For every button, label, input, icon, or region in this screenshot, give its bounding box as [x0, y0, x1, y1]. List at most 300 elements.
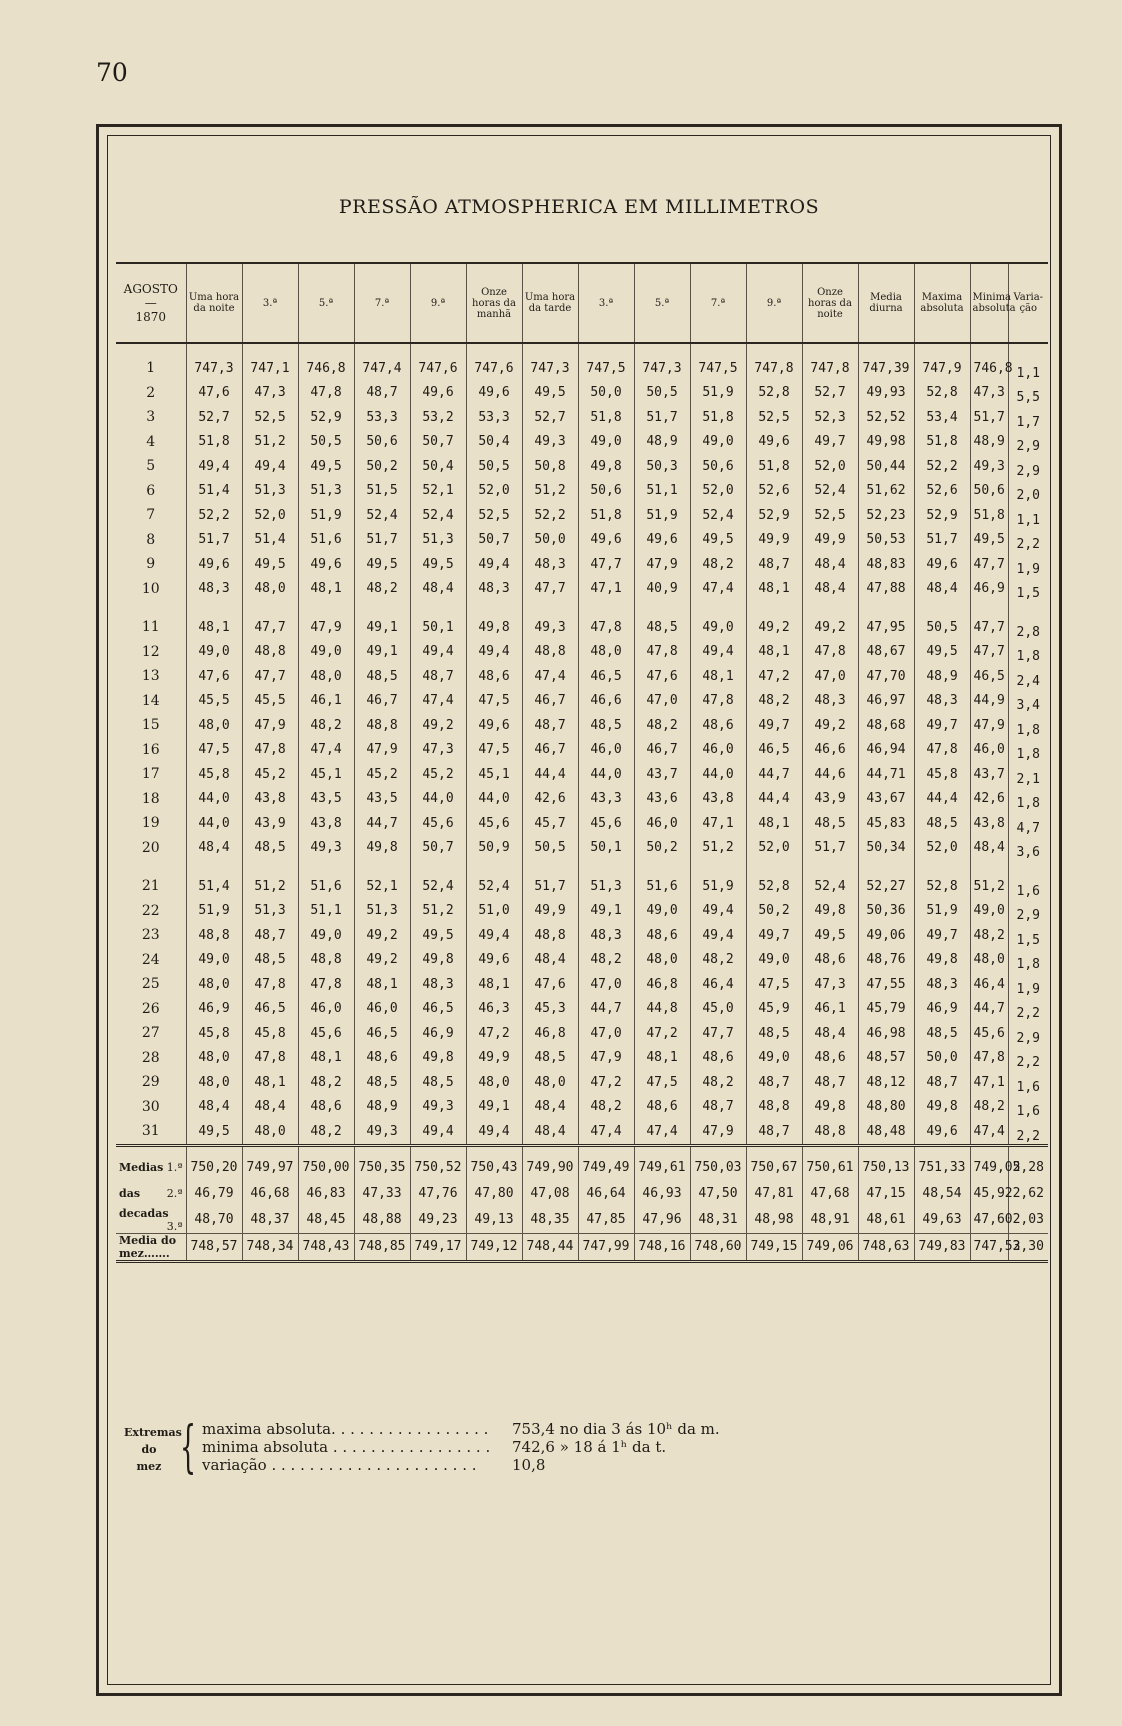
reading-cell: 48,8 — [186, 923, 242, 948]
reading-cell: 47,7 — [522, 577, 578, 602]
reading-cell: 51,6 — [634, 874, 690, 899]
reading-cell: 49,5 — [802, 923, 858, 948]
reading-cell: 48,0 — [634, 948, 690, 973]
reading-cell: 42,6 — [522, 787, 578, 812]
reading-cell: 51,8 — [914, 430, 970, 455]
reading-cell: 48,0 — [578, 640, 634, 665]
reading-cell: 49,1 — [354, 640, 410, 665]
reading-cell: 49,2 — [354, 923, 410, 948]
reading-cell: 44,4 — [522, 762, 578, 787]
reading-cell: 48,4 — [522, 1095, 578, 1120]
month-mean-row — [116, 1233, 1048, 1261]
day-number: 25 — [141, 976, 160, 993]
reading-cell: 51,8 — [578, 503, 634, 528]
reading-cell: 53,2 — [410, 405, 466, 430]
gap-cell — [578, 860, 634, 874]
reading-cell: 48,7 — [746, 552, 802, 577]
reading-cell: 49,2 — [354, 948, 410, 973]
reading-cell: 47,7 — [970, 552, 1008, 577]
reading-cell: 47,5 — [466, 738, 522, 763]
gap-cell — [690, 601, 746, 615]
reading-cell: 49,5 — [186, 1119, 242, 1145]
reading-cell: 47,7 — [970, 615, 1008, 640]
reading-cell: 50,5 — [298, 430, 354, 455]
reading-cell: 48,83 — [858, 552, 914, 577]
reading-cell: 47,2 — [746, 664, 802, 689]
reading-cell: 47,2 — [466, 1021, 522, 1046]
decade-mean-cell: 47,80 — [466, 1181, 522, 1207]
reading-cell: 46,7 — [522, 738, 578, 763]
reading-cell: 49,0 — [186, 948, 242, 973]
decade-mean-cell: 47,68 — [802, 1181, 858, 1207]
column-header: 7.ª — [690, 263, 746, 343]
gap-cell — [116, 860, 186, 874]
reading-cell: 1,7 — [1008, 405, 1048, 430]
day-number: 16 — [141, 741, 160, 758]
decade-mean-cell: 750,03 — [690, 1145, 746, 1181]
reading-cell: 2,9 — [1008, 1021, 1048, 1046]
reading-cell: 44,0 — [186, 787, 242, 812]
reading-cell: 49,8 — [802, 1095, 858, 1120]
decade-label-word: Medias — [119, 1161, 164, 1174]
reading-cell: 49,8 — [802, 899, 858, 924]
decade-mean-cell: 47,15 — [858, 1181, 914, 1207]
decade-mean-cell: 750,35 — [354, 1145, 410, 1181]
reading-cell: 52,4 — [690, 503, 746, 528]
column-header: Uma hora da noite — [186, 263, 242, 343]
reading-cell: 48,7 — [410, 664, 466, 689]
reading-cell: 45,8 — [242, 1021, 298, 1046]
decade-mean-cell: 749,90 — [522, 1145, 578, 1181]
reading-cell: 48,7 — [522, 713, 578, 738]
decade-mean-cell: 2,62 — [1008, 1181, 1048, 1207]
reading-cell: 49,3 — [354, 1119, 410, 1145]
reading-cell: 52,8 — [914, 381, 970, 406]
reading-cell: 52,8 — [746, 381, 802, 406]
reading-cell: 48,4 — [802, 577, 858, 602]
reading-cell: 746,8 — [970, 343, 1008, 381]
reading-cell: 48,0 — [522, 1070, 578, 1095]
reading-cell: 48,5 — [242, 836, 298, 861]
day-number: 14 — [141, 692, 160, 709]
reading-cell: 47,7 — [970, 640, 1008, 665]
reading-cell: 46,6 — [578, 689, 634, 714]
header-row — [116, 263, 1048, 343]
table-row — [116, 664, 1048, 689]
table-row — [116, 923, 1048, 948]
reading-cell: 49,4 — [466, 552, 522, 577]
reading-cell: 47,0 — [802, 664, 858, 689]
gap-cell — [242, 601, 298, 615]
reading-cell: 52,4 — [354, 503, 410, 528]
reading-cell: 48,3 — [914, 972, 970, 997]
reading-cell: 45,3 — [522, 997, 578, 1022]
month-mean-cell: 749,17 — [410, 1233, 466, 1261]
reading-cell: 45,8 — [914, 762, 970, 787]
gap-cell — [970, 860, 1008, 874]
reading-cell: 49,5 — [970, 528, 1008, 553]
reading-cell: 49,5 — [410, 552, 466, 577]
reading-cell: 48,4 — [802, 552, 858, 577]
reading-cell: 48,8 — [298, 948, 354, 973]
reading-cell: 50,2 — [746, 899, 802, 924]
reading-cell: 48,7 — [746, 1070, 802, 1095]
reading-cell: 50,8 — [522, 454, 578, 479]
reading-cell: 46,0 — [634, 811, 690, 836]
reading-cell: 1,8 — [1008, 640, 1048, 665]
reading-cell: 49,4 — [690, 899, 746, 924]
decade-mean-cell: 47,85 — [578, 1207, 634, 1234]
reading-cell: 48,1 — [186, 615, 242, 640]
reading-cell: 52,3 — [802, 405, 858, 430]
reading-cell: 51,62 — [858, 479, 914, 504]
reading-cell: 48,8 — [746, 1095, 802, 1120]
reading-cell: 47,2 — [578, 1070, 634, 1095]
reading-cell: 50,44 — [858, 454, 914, 479]
reading-cell: 53,4 — [914, 405, 970, 430]
gap-cell — [858, 601, 914, 615]
reading-cell: 51,7 — [186, 528, 242, 553]
table-row — [116, 1119, 1048, 1145]
reading-cell: 44,6 — [802, 762, 858, 787]
gap-cell — [242, 860, 298, 874]
reading-cell: 48,80 — [858, 1095, 914, 1120]
reading-cell: 50,53 — [858, 528, 914, 553]
reading-cell: 52,27 — [858, 874, 914, 899]
gap-cell — [522, 601, 578, 615]
reading-cell: 48,5 — [578, 713, 634, 738]
reading-cell: 48,1 — [354, 972, 410, 997]
reading-cell: 48,2 — [746, 689, 802, 714]
reading-cell: 48,5 — [354, 664, 410, 689]
reading-cell: 3,4 — [1008, 689, 1048, 714]
reading-cell: 48,7 — [802, 1070, 858, 1095]
reading-cell: 43,9 — [802, 787, 858, 812]
table-row — [116, 899, 1048, 924]
reading-cell: 49,3 — [522, 430, 578, 455]
reading-cell: 50,4 — [410, 454, 466, 479]
decade-ordinal: 3.ª — [166, 1219, 183, 1233]
reading-cell: 49,7 — [746, 923, 802, 948]
reading-cell: 747,8 — [746, 343, 802, 381]
table-row — [116, 689, 1048, 714]
reading-cell: 49,0 — [634, 899, 690, 924]
reading-cell: 45,83 — [858, 811, 914, 836]
decade-ordinal: 2.ª — [166, 1187, 183, 1200]
reading-cell: 49,8 — [354, 836, 410, 861]
reading-cell: 49,4 — [242, 454, 298, 479]
decade-label-word: decadas — [119, 1206, 169, 1220]
gap-cell — [690, 860, 746, 874]
reading-cell: 51,3 — [354, 899, 410, 924]
reading-cell: 47,6 — [634, 664, 690, 689]
reading-cell: 1,8 — [1008, 713, 1048, 738]
reading-cell: 49,6 — [298, 552, 354, 577]
reading-cell: 43,8 — [970, 811, 1008, 836]
month-mean-cell: 748,43 — [298, 1233, 354, 1261]
table-row — [116, 972, 1048, 997]
reading-cell: 49,1 — [466, 1095, 522, 1120]
reading-cell: 48,1 — [298, 577, 354, 602]
day-number: 22 — [141, 902, 160, 919]
year-label: 1870 — [135, 310, 167, 324]
day-number: 26 — [141, 1000, 160, 1017]
reading-cell: 49,3 — [298, 836, 354, 861]
reading-cell: 1,1 — [1008, 503, 1048, 528]
gap-cell — [186, 601, 242, 615]
reading-cell: 49,5 — [242, 552, 298, 577]
reading-cell: 51,3 — [410, 528, 466, 553]
reading-cell: 52,0 — [914, 836, 970, 861]
reading-cell: 46,1 — [298, 689, 354, 714]
reading-cell: 47,4 — [298, 738, 354, 763]
reading-cell: 48,3 — [914, 689, 970, 714]
reading-cell: 45,2 — [242, 762, 298, 787]
reading-cell: 48,4 — [970, 836, 1008, 861]
decade-mean-cell: 750,61 — [802, 1145, 858, 1181]
month-mean-cell: 2,30 — [1008, 1233, 1048, 1261]
reading-cell: 49,6 — [410, 381, 466, 406]
reading-cell: 48,2 — [690, 948, 746, 973]
reading-cell: 48,1 — [298, 1046, 354, 1071]
reading-cell: 48,0 — [970, 948, 1008, 973]
reading-cell: 1,9 — [1008, 972, 1048, 997]
extremes-label-line: Extremas — [124, 1426, 182, 1439]
reading-cell: 51,4 — [242, 528, 298, 553]
reading-cell: 48,1 — [466, 972, 522, 997]
reading-cell: 47,8 — [242, 1046, 298, 1071]
reading-cell: 49,5 — [298, 454, 354, 479]
reading-cell: 52,7 — [802, 381, 858, 406]
reading-cell: 52,9 — [746, 503, 802, 528]
reading-cell: 47,8 — [970, 1046, 1008, 1071]
page-title: PRESSÃO ATMOSPHERICA EM MILLIMETROS — [338, 196, 820, 218]
reading-cell: 47,8 — [578, 615, 634, 640]
reading-cell: 48,9 — [354, 1095, 410, 1120]
reading-cell: 52,0 — [802, 454, 858, 479]
reading-cell: 51,6 — [298, 528, 354, 553]
reading-cell: 52,4 — [410, 874, 466, 899]
column-header: 9.ª — [746, 263, 802, 343]
reading-cell: 47,0 — [578, 1021, 634, 1046]
table-row — [116, 528, 1048, 553]
decade-mean-cell: 45,92 — [970, 1181, 1008, 1207]
pressure-table — [116, 262, 1048, 1263]
day-number: 12 — [141, 643, 160, 660]
reading-cell: 50,0 — [578, 381, 634, 406]
reading-cell: 45,6 — [578, 811, 634, 836]
reading-cell: 48,5 — [522, 1046, 578, 1071]
reading-cell: 46,0 — [690, 738, 746, 763]
reading-cell: 48,0 — [186, 972, 242, 997]
reading-cell: 48,3 — [410, 972, 466, 997]
reading-cell: 46,0 — [970, 738, 1008, 763]
reading-cell: 43,8 — [242, 787, 298, 812]
decade-mean-row — [116, 1145, 1048, 1181]
day-number: 17 — [141, 766, 160, 783]
month-header — [116, 263, 186, 343]
reading-cell: 51,2 — [410, 899, 466, 924]
reading-cell: 51,6 — [298, 874, 354, 899]
reading-cell: 48,1 — [746, 577, 802, 602]
reading-cell: 48,1 — [634, 1046, 690, 1071]
decade-mean-cell: 2,28 — [1008, 1145, 1048, 1181]
column-header: 3.ª — [578, 263, 634, 343]
reading-cell: 49,4 — [466, 1119, 522, 1145]
reading-cell: 52,1 — [354, 874, 410, 899]
table-row — [116, 430, 1048, 455]
gap-cell — [298, 601, 354, 615]
day-number: 4 — [146, 433, 156, 450]
reading-cell: 48,2 — [298, 1119, 354, 1145]
extreme-value: 10,8 — [512, 1456, 546, 1474]
table-row — [116, 762, 1048, 787]
reading-cell: 48,5 — [242, 948, 298, 973]
reading-cell: 48,6 — [802, 948, 858, 973]
decade-gap — [116, 601, 1048, 615]
table-row — [116, 1070, 1048, 1095]
reading-cell: 44,7 — [970, 997, 1008, 1022]
gap-cell — [578, 601, 634, 615]
reading-cell: 51,8 — [970, 503, 1008, 528]
page-number: 70 — [96, 58, 128, 87]
reading-cell: 44,4 — [746, 787, 802, 812]
extreme-key: maxima absoluta. . . . . . . . . . . . . . . . . — [202, 1420, 489, 1438]
reading-cell: 43,5 — [298, 787, 354, 812]
gap-cell — [746, 601, 802, 615]
reading-cell: 49,6 — [914, 1119, 970, 1145]
gap-cell — [746, 860, 802, 874]
decade-mean-cell: 48,31 — [690, 1207, 746, 1234]
decade-mean-cell: 48,70 — [186, 1207, 242, 1234]
reading-cell: 747,1 — [242, 343, 298, 381]
reading-cell: 51,2 — [242, 874, 298, 899]
reading-cell: 49,4 — [466, 640, 522, 665]
reading-cell: 47,4 — [578, 1119, 634, 1145]
column-header: 3.ª — [242, 263, 298, 343]
reading-cell: 48,3 — [802, 689, 858, 714]
day-number: 3 — [146, 409, 156, 426]
reading-cell: 50,7 — [410, 430, 466, 455]
decade-mean-cell: 750,43 — [466, 1145, 522, 1181]
reading-cell: 50,7 — [410, 836, 466, 861]
month-dash: — — [144, 296, 157, 310]
reading-cell: 48,67 — [858, 640, 914, 665]
reading-cell: 44,71 — [858, 762, 914, 787]
decade-label — [116, 1145, 186, 1181]
reading-cell: 52,23 — [858, 503, 914, 528]
day-number: 2 — [146, 384, 156, 401]
reading-cell: 50,5 — [634, 381, 690, 406]
decade-mean-cell: 48,35 — [522, 1207, 578, 1234]
reading-cell: 49,6 — [746, 430, 802, 455]
reading-cell: 45,2 — [410, 762, 466, 787]
decade-mean-cell: 46,93 — [634, 1181, 690, 1207]
gap-cell — [914, 860, 970, 874]
reading-cell: 51,9 — [690, 874, 746, 899]
reading-cell: 47,2 — [634, 1021, 690, 1046]
reading-cell: 48,5 — [914, 1021, 970, 1046]
day-number: 5 — [146, 458, 156, 475]
month-mean-cell: 749,12 — [466, 1233, 522, 1261]
decade-mean-cell: 751,33 — [914, 1145, 970, 1181]
reading-cell: 47,3 — [970, 381, 1008, 406]
decade-mean-cell: 49,23 — [410, 1207, 466, 1234]
day-number: 27 — [141, 1025, 160, 1042]
reading-cell: 48,4 — [802, 1021, 858, 1046]
reading-cell: 48,2 — [298, 1070, 354, 1095]
reading-cell: 49,0 — [298, 923, 354, 948]
reading-cell: 48,4 — [410, 577, 466, 602]
reading-cell: 48,6 — [354, 1046, 410, 1071]
column-header: Varia-ção — [1008, 263, 1048, 343]
reading-cell: 51,2 — [522, 479, 578, 504]
decade-mean-cell: 48,37 — [242, 1207, 298, 1234]
column-header: Onze horas da manhã — [466, 263, 522, 343]
decade-mean-cell: 48,45 — [298, 1207, 354, 1234]
reading-cell: 48,76 — [858, 948, 914, 973]
reading-cell: 46,8 — [634, 972, 690, 997]
reading-cell: 46,4 — [690, 972, 746, 997]
reading-cell: 49,0 — [690, 430, 746, 455]
reading-cell: 49,2 — [746, 615, 802, 640]
reading-cell: 46,8 — [522, 1021, 578, 1046]
decade-mean-cell: 47,33 — [354, 1181, 410, 1207]
decade-mean-cell: 749,05 — [970, 1145, 1008, 1181]
reading-cell: 49,6 — [186, 552, 242, 577]
reading-cell: 49,0 — [746, 1046, 802, 1071]
reading-cell: 52,0 — [242, 503, 298, 528]
reading-cell: 50,6 — [354, 430, 410, 455]
reading-cell: 52,7 — [522, 405, 578, 430]
reading-cell: 44,0 — [578, 762, 634, 787]
reading-cell: 44,8 — [634, 997, 690, 1022]
reading-cell: 49,0 — [298, 640, 354, 665]
reading-cell: 48,2 — [354, 577, 410, 602]
decade-mean-cell: 47,96 — [634, 1207, 690, 1234]
decade-mean-cell: 47,08 — [522, 1181, 578, 1207]
reading-cell: 49,6 — [634, 528, 690, 553]
reading-cell: 48,0 — [298, 664, 354, 689]
reading-cell: 49,8 — [466, 615, 522, 640]
day-number: 9 — [146, 556, 156, 573]
reading-cell: 51,9 — [914, 899, 970, 924]
decade-mean-cell: 750,13 — [858, 1145, 914, 1181]
decade-mean-cell: 47,76 — [410, 1181, 466, 1207]
reading-cell: 49,3 — [970, 454, 1008, 479]
reading-cell: 47,6 — [186, 381, 242, 406]
month-mean-label-line: Media do — [119, 1233, 177, 1247]
reading-cell: 46,4 — [970, 972, 1008, 997]
reading-cell: 47,4 — [690, 577, 746, 602]
reading-cell: 47,88 — [858, 577, 914, 602]
reading-cell: 49,6 — [466, 381, 522, 406]
gap-cell — [634, 601, 690, 615]
reading-cell: 49,7 — [914, 923, 970, 948]
reading-cell: 47,5 — [634, 1070, 690, 1095]
reading-cell: 52,0 — [690, 479, 746, 504]
brace-icon: { — [180, 1415, 197, 1480]
reading-cell: 51,8 — [186, 430, 242, 455]
reading-cell: 52,5 — [802, 503, 858, 528]
reading-cell: 747,4 — [354, 343, 410, 381]
reading-cell: 48,5 — [354, 1070, 410, 1095]
reading-cell: 3,6 — [1008, 836, 1048, 861]
reading-cell: 48,2 — [690, 1070, 746, 1095]
table-row — [116, 874, 1048, 899]
reading-cell: 1,9 — [1008, 552, 1048, 577]
reading-cell: 48,1 — [746, 811, 802, 836]
